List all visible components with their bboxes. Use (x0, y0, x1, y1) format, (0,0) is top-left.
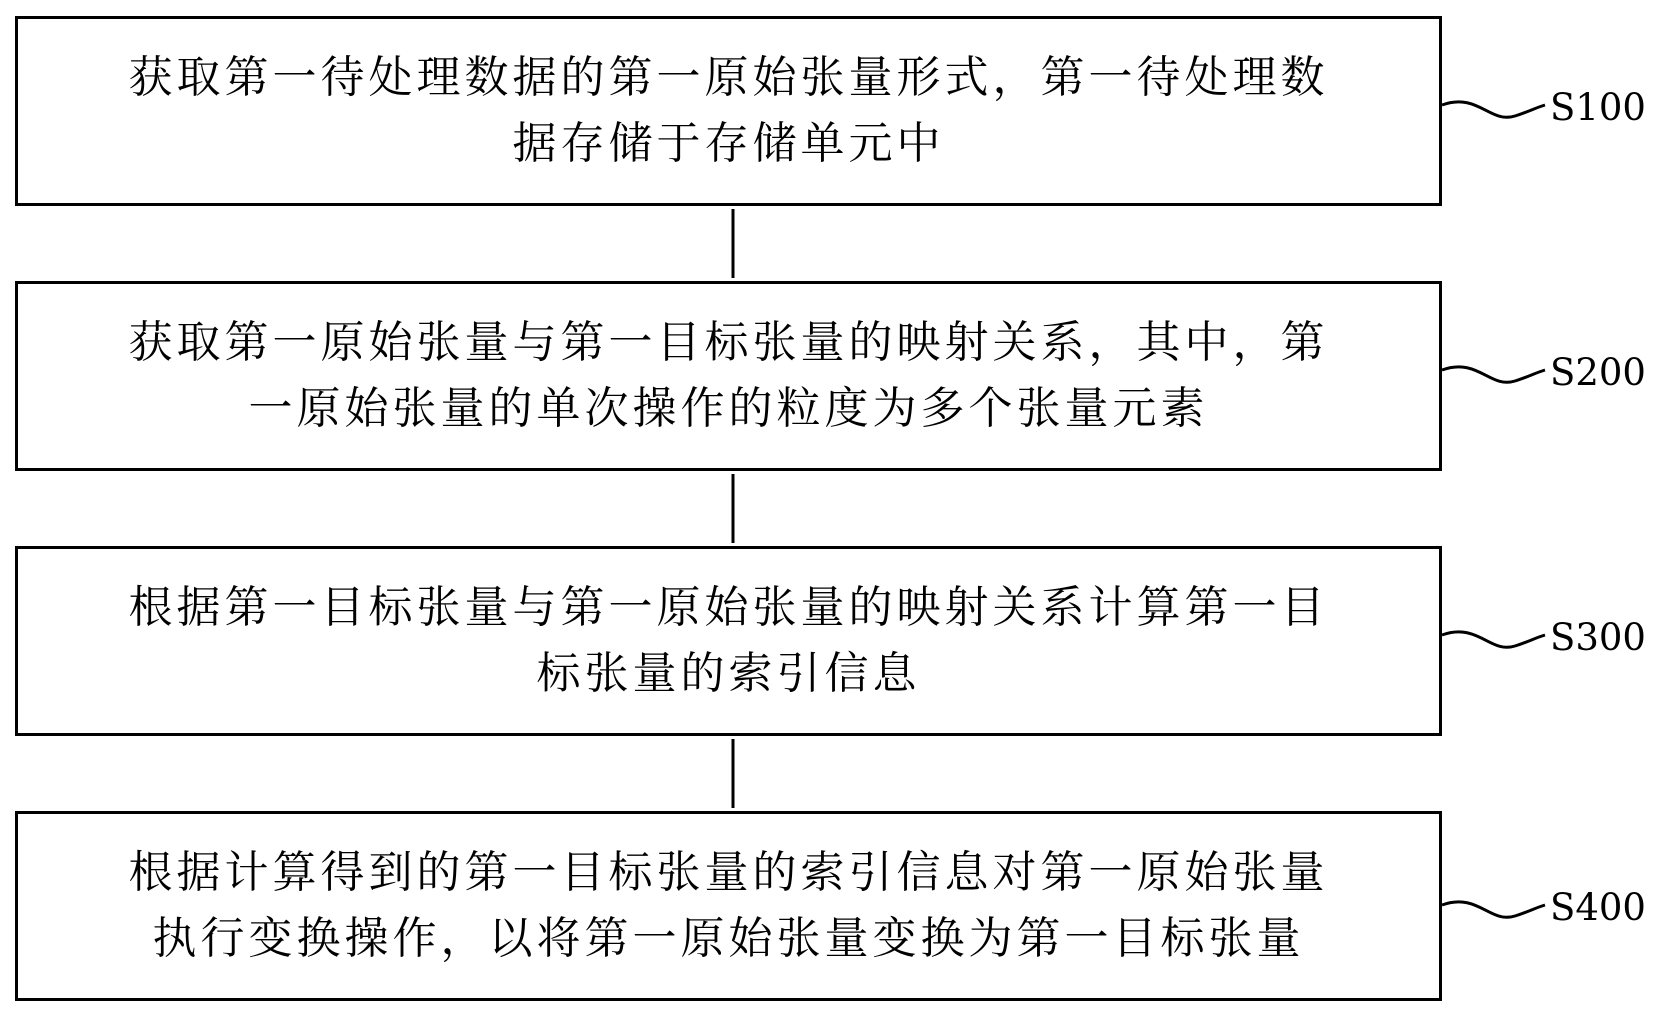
step-box-s300 (15, 546, 1442, 736)
leader-s300 (1442, 632, 1545, 647)
step-label-s100: S100 (1550, 86, 1646, 129)
step-text-s300 (107, 575, 1351, 707)
step-line: 标张量的索引信息 (536, 648, 921, 699)
step-line: 根据计算得到的第一目标张量的索引信息对第一原始张量 (128, 847, 1329, 898)
step-line: 获取第一待处理数据的第一原始张量形式，第一待处理数 (128, 52, 1329, 103)
step-text-s200 (107, 310, 1351, 442)
leader-s200 (1442, 367, 1545, 382)
step-label-s400: S400 (1550, 886, 1646, 929)
step-box-s200 (15, 281, 1442, 471)
step-label-s300: S300 (1550, 616, 1646, 659)
step-text-s400 (107, 840, 1351, 972)
leader-s400 (1442, 902, 1545, 917)
step-line: 执行变换操作，以将第一原始张量变换为第一目标张量 (152, 913, 1305, 964)
step-text-s100 (107, 45, 1351, 177)
leader-s100 (1442, 102, 1545, 117)
step-label-s200: S200 (1550, 351, 1646, 394)
step-line: 据存储于存储单元中 (512, 118, 945, 169)
step-box-s100 (15, 16, 1442, 206)
step-line: 根据第一目标张量与第一原始张量的映射关系计算第一目 (128, 582, 1329, 633)
step-box-s400 (15, 811, 1442, 1001)
step-line: 一原始张量的单次操作的粒度为多个张量元素 (248, 383, 1209, 434)
step-line: 获取第一原始张量与第一目标张量的映射关系，其中，第 (128, 317, 1329, 368)
